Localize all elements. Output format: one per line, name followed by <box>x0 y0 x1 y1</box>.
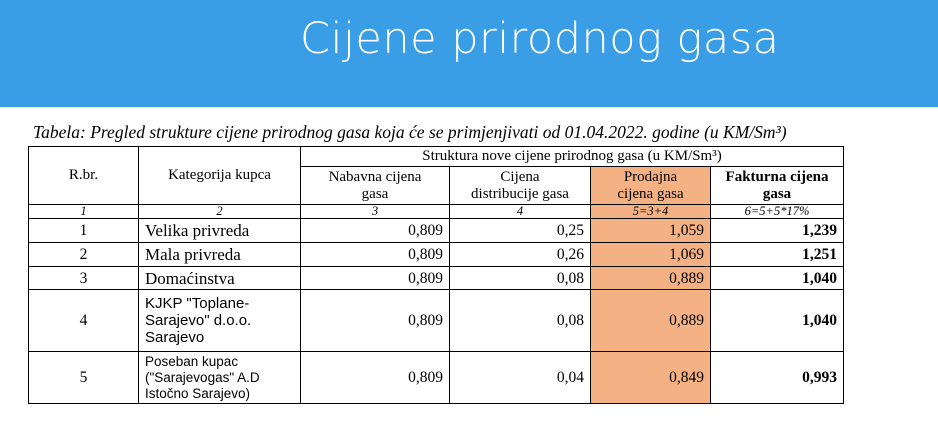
table-row <box>29 243 844 267</box>
row-kategorija <box>139 290 301 352</box>
index-cell: 4 <box>450 205 591 219</box>
row-distribucija: 0,08 <box>450 290 591 352</box>
header-rbr: R.br. <box>29 147 139 205</box>
row-prodajna: 0,889 <box>591 290 711 352</box>
row-fakturna: 1,040 <box>711 290 844 352</box>
row-distribucija: 0,25 <box>450 219 591 243</box>
header-distribucija-line1: Cijena <box>500 168 540 185</box>
header-fakturna <box>711 167 844 205</box>
header-fakturna-line1: Fakturna cijena <box>725 168 829 185</box>
row-kategorija <box>139 352 301 404</box>
row-kategorija: Domaćinstva <box>139 267 301 290</box>
row-fakturna: 1,040 <box>711 267 844 290</box>
table-caption: Tabela: Pregled strukture cijene prirodnog gasa koja će se primjenjivati od 01.04.2022. godine (u KM/Sm³) <box>33 122 787 142</box>
row-prodajna: 0,889 <box>591 267 711 290</box>
row-fakturna: 1,239 <box>711 219 844 243</box>
row-distribucija: 0,26 <box>450 243 591 267</box>
table-row <box>29 352 844 404</box>
row-distribucija: 0,04 <box>450 352 591 404</box>
index-cell: 6=5+5*17% <box>711 205 844 219</box>
title-banner <box>0 0 938 107</box>
row-kategorija: Mala privreda <box>139 243 301 267</box>
row-kategorija-line: Poseban kupac <box>145 353 239 369</box>
row-prodajna: 0,849 <box>591 352 711 404</box>
header-nabavna <box>301 167 450 205</box>
index-cell: 5=3+4 <box>591 205 711 219</box>
row-rbr: 1 <box>29 219 139 243</box>
index-cell: 1 <box>29 205 139 219</box>
header-struktura: Struktura nove cijene prirodnog gasa (u KM/Sm³) <box>301 147 844 167</box>
row-kategorija: Velika privreda <box>139 219 301 243</box>
row-kategorija-line: Sarajevo" d.o.o. <box>145 312 252 329</box>
row-nabavna: 0,809 <box>301 290 450 352</box>
row-fakturna: 0,993 <box>711 352 844 404</box>
header-prodajna-line1: Prodajna <box>623 168 678 185</box>
index-cell: 2 <box>139 205 301 219</box>
row-prodajna: 1,069 <box>591 243 711 267</box>
row-rbr: 2 <box>29 243 139 267</box>
header-distribucija-line2: distribucije gasa <box>471 185 569 202</box>
row-nabavna: 0,809 <box>301 352 450 404</box>
row-kategorija-line: Sarajevo <box>145 329 205 346</box>
table-row <box>29 219 844 243</box>
row-distribucija: 0,08 <box>450 267 591 290</box>
row-rbr: 5 <box>29 352 139 404</box>
row-nabavna: 0,809 <box>301 267 450 290</box>
header-prodajna-line2: cijena gasa <box>617 185 684 202</box>
header-distribucija <box>450 167 591 205</box>
header-nabavna-line1: Nabavna cijena <box>328 168 422 185</box>
row-prodajna: 1,059 <box>591 219 711 243</box>
row-rbr: 4 <box>29 290 139 352</box>
row-fakturna: 1,251 <box>711 243 844 267</box>
header-prodajna <box>591 167 711 205</box>
row-kategorija-line: ("Sarajevogas" A.D <box>145 369 260 385</box>
page-title: Cijene prirodnog gasa <box>300 14 780 64</box>
index-cell: 3 <box>301 205 450 219</box>
header-fakturna-line2: gasa <box>762 185 792 202</box>
header-kategorija: Kategorija kupca <box>139 147 301 205</box>
row-kategorija-line: Istočno Sarajevo) <box>145 385 251 401</box>
row-nabavna: 0,809 <box>301 219 450 243</box>
header-nabavna-line2: gasa <box>361 185 389 202</box>
row-nabavna: 0,809 <box>301 243 450 267</box>
gas-price-table <box>28 146 844 404</box>
table-row <box>29 267 844 290</box>
row-kategorija-line: KJKP "Toplane- <box>145 295 250 312</box>
row-rbr: 3 <box>29 267 139 290</box>
table-row <box>29 290 844 352</box>
